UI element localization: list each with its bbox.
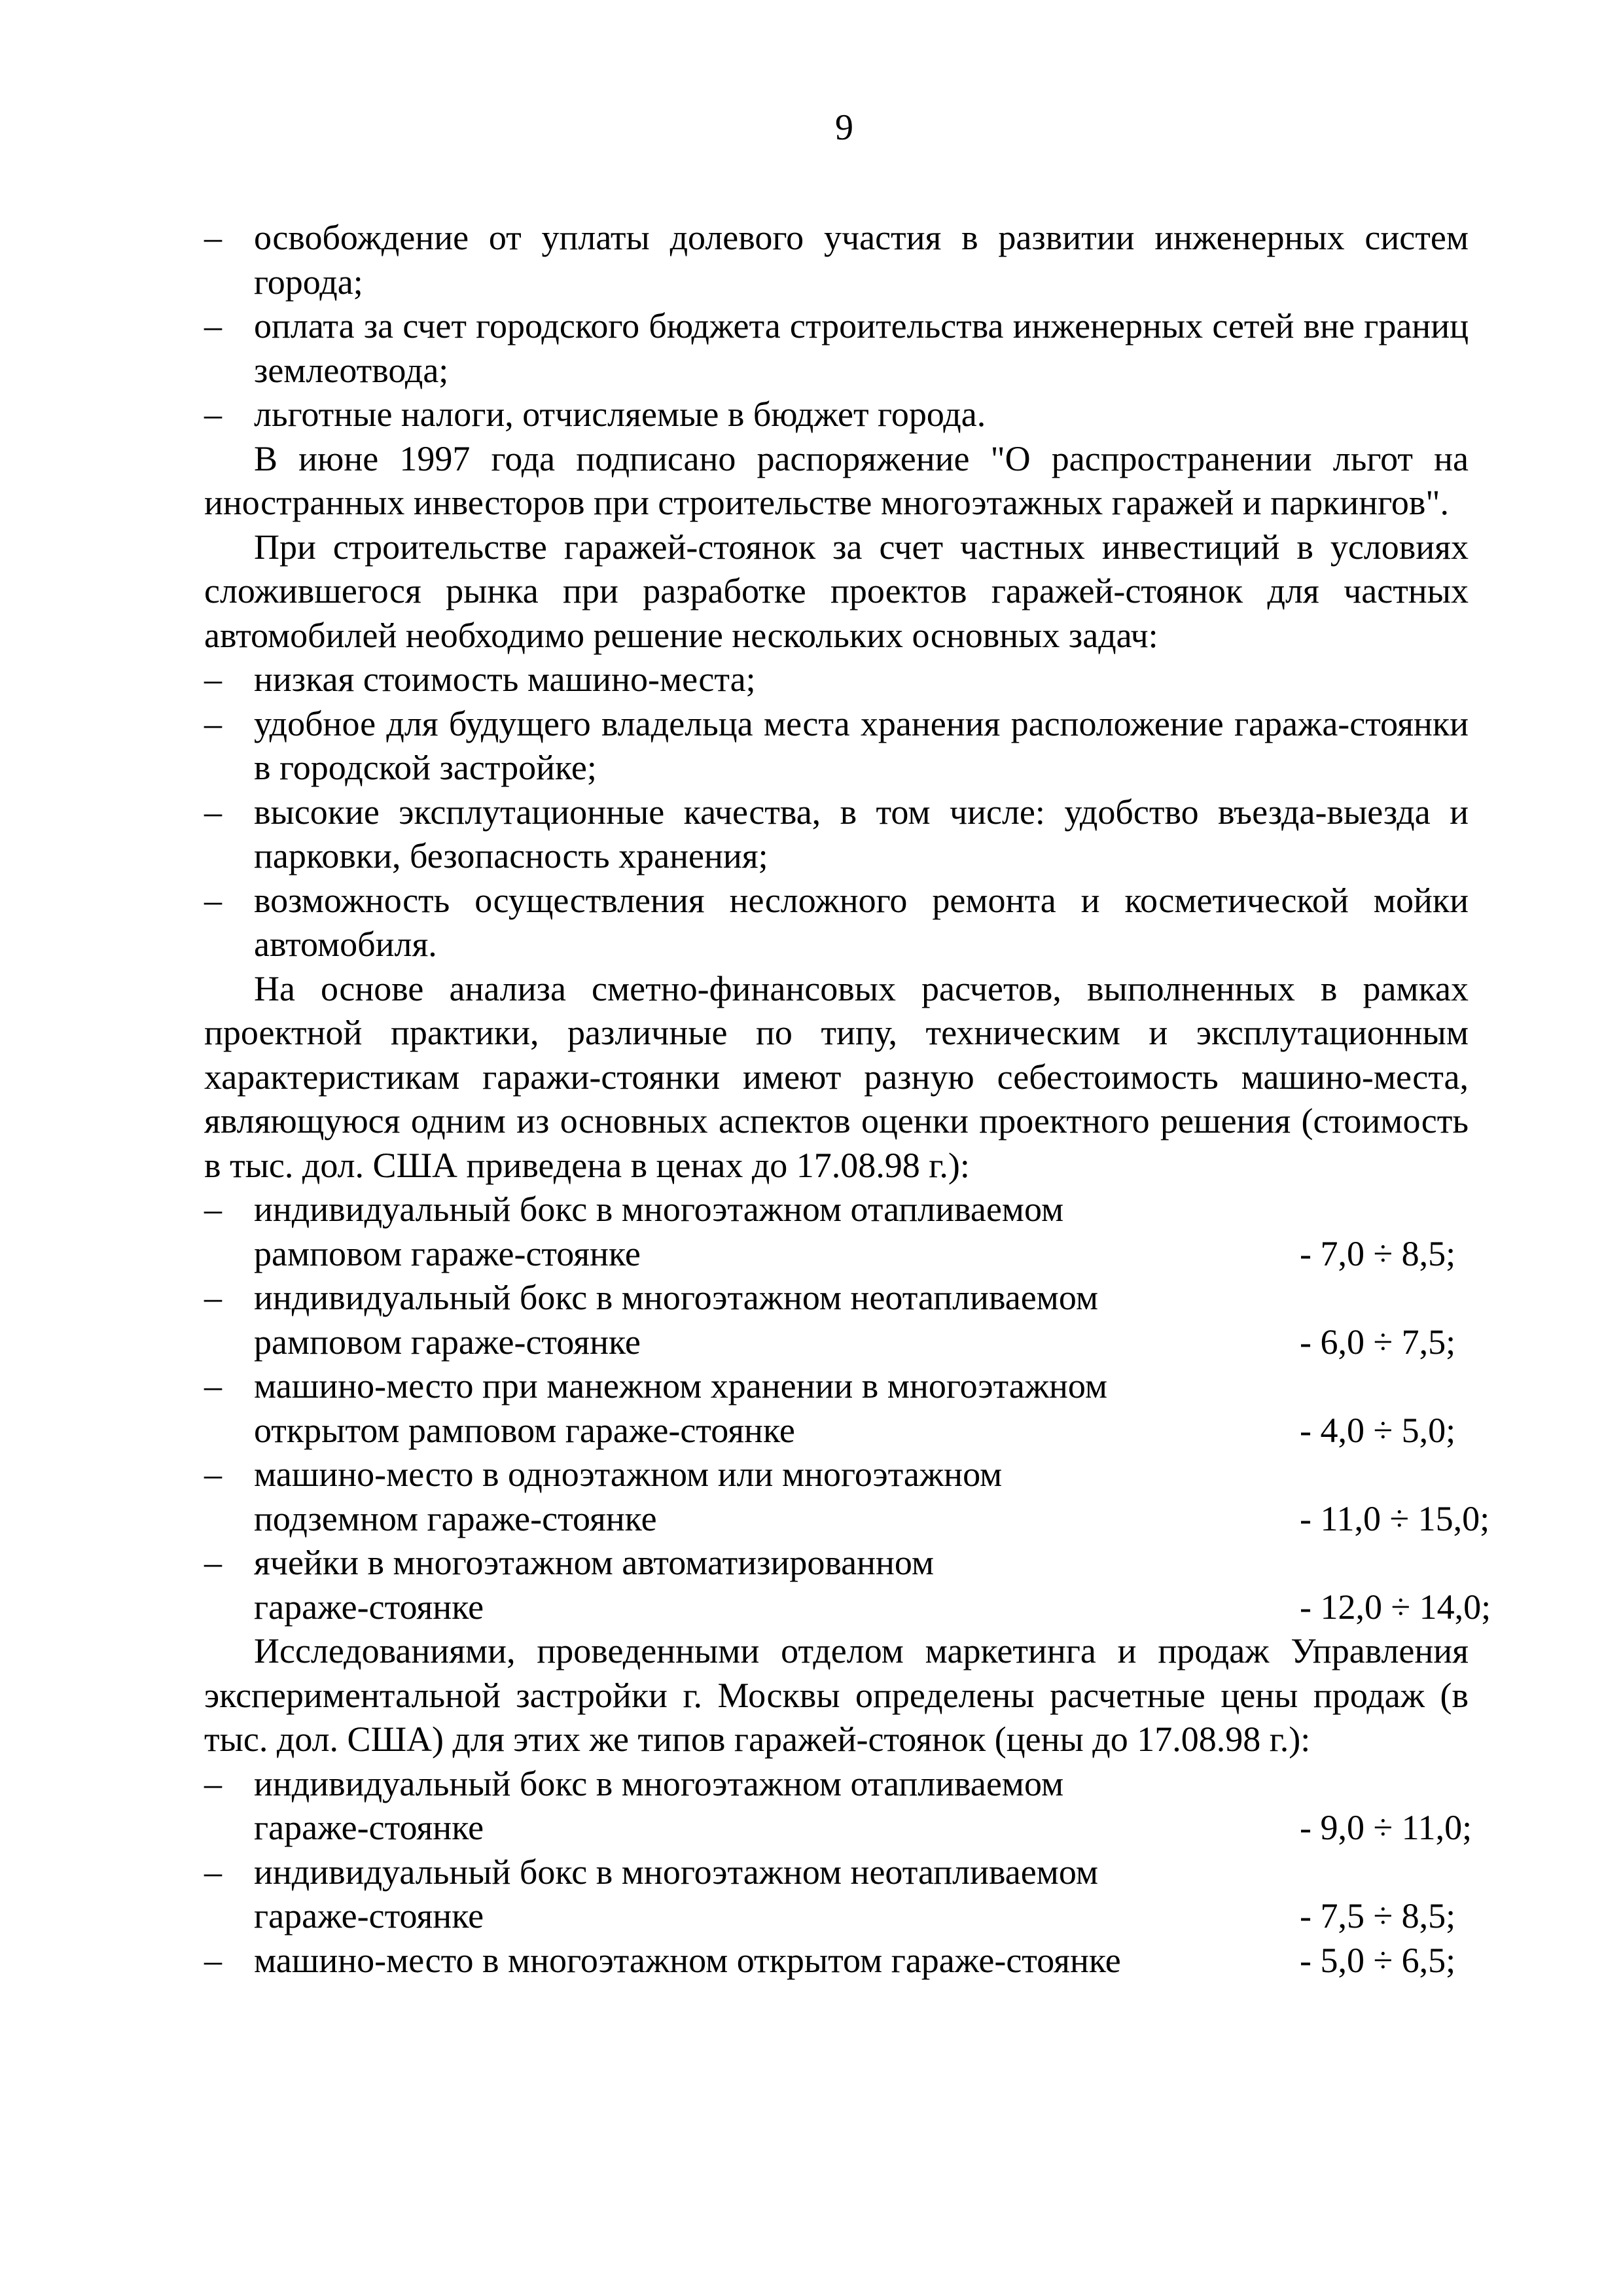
price-item-text: гараже-стоянке	[254, 1808, 484, 1847]
list-item-text: оплата за счет городского бюджета строительства инженерных сетей вне границ землеотвода;	[254, 306, 1469, 390]
list-item	[204, 304, 1469, 393]
cost-value: - 11,0 ÷ 15,0;	[1300, 1498, 1490, 1538]
list-item-text: возможность осуществления несложного ремонта и косметической мойки автомобиля.	[254, 880, 1469, 964]
list-item	[204, 879, 1469, 967]
list-item-text: освобождение от уплаты долевого участия в развитии инженерных систем города;	[254, 218, 1469, 302]
cost-item-text: машино-место при манежном хранении в многоэтажном	[254, 1366, 1108, 1405]
dash-bullet: –	[204, 218, 222, 257]
cost-item-text: открытом рамповом гараже-стоянке	[254, 1410, 795, 1450]
list-item-text: удобное для будущего владельца места хранения расположение гаража-стоянки в городской застройке;	[254, 703, 1469, 787]
cost-value: - 6,0 ÷ 7,5;	[1300, 1322, 1456, 1362]
paragraph-cost-analysis: На основе анализа сметно-финансовых расчетов, выполненных в рамках проектной практики, различные по типу, техническим и эксплутационным характеристикам гаражи-стоянки имеют разную себестоимость машино-места, являющуюся одним из основных аспектов оценки проектного решения (стоимость в тыс. дол. США приведена в ценах до 17.08.98 г.):	[204, 968, 1469, 1185]
price-value: - 7,5 ÷ 8,5;	[1300, 1896, 1456, 1935]
list-item-text: низкая стоимость машино-места;	[254, 660, 756, 699]
page-number: 9	[835, 107, 853, 148]
dash-bullet: –	[204, 1543, 222, 1582]
dash-bullet: –	[204, 395, 222, 434]
paragraph-tasks-intro: При строительстве гаражей-стоянок за счет частных инвестиций в условиях сложившегося рынка при разработке проектов гаражей-стоянок для частных автомобилей необходимо решение нескольких основных задач:	[204, 527, 1469, 655]
dash-bullet: –	[204, 1190, 222, 1229]
list-item	[204, 658, 1469, 702]
dash-bullet: –	[204, 880, 222, 920]
price-value: - 5,0 ÷ 6,5;	[1300, 1940, 1456, 1980]
cost-item-text: индивидуальный бокс в многоэтажном неотапливаемом	[254, 1278, 1098, 1317]
dash-bullet: –	[204, 792, 222, 832]
cost-list-item	[204, 1541, 1491, 1629]
cost-item-text: ячейки в многоэтажном автоматизированном	[254, 1543, 935, 1582]
cost-value: - 12,0 ÷ 14,0;	[1300, 1587, 1491, 1627]
dash-bullet: –	[204, 1763, 222, 1803]
dash-bullet: –	[204, 703, 222, 743]
dash-bullet: –	[204, 660, 222, 699]
cost-list-item	[204, 1453, 1490, 1541]
cost-item-text: гараже-стоянке	[254, 1587, 484, 1627]
dash-bullet: –	[204, 1278, 222, 1317]
dash-bullet: –	[204, 1852, 222, 1892]
price-item-text: машино-место в многоэтажном открытом гараже-стоянке	[254, 1940, 1121, 1980]
cost-item-text: рамповом гараже-стоянке	[254, 1233, 641, 1273]
price-item-text: индивидуальный бокс в многоэтажном отапливаемом	[254, 1763, 1064, 1803]
price-item-text: индивидуальный бокс в многоэтажном неотапливаемом	[254, 1852, 1098, 1892]
list-item	[204, 216, 1469, 304]
price-value: - 9,0 ÷ 11,0;	[1300, 1808, 1472, 1847]
cost-list-item	[204, 1188, 1469, 1276]
cost-value: - 7,0 ÷ 8,5;	[1300, 1233, 1456, 1273]
dash-bullet: –	[204, 1366, 222, 1405]
list-item-text: льготные налоги, отчисляемые в бюджет города.	[254, 395, 986, 434]
price-list-item	[204, 1762, 1472, 1850]
cost-value: - 4,0 ÷ 5,0;	[1300, 1410, 1456, 1450]
document-body	[204, 216, 1491, 1983]
cost-item-text: индивидуальный бокс в многоэтажном отапливаемом	[254, 1190, 1064, 1229]
list-item	[204, 790, 1469, 879]
cost-list-item	[204, 1276, 1469, 1364]
paragraph-decree: В июне 1997 года подписано распоряжение "О распространении льгот на иностранных инвесторов при строительстве многоэтажных гаражей и паркингов".	[204, 438, 1469, 522]
cost-item-text: машино-место в одноэтажном или многоэтажном	[254, 1455, 1003, 1494]
cost-item-text: подземном гараже-стоянке	[254, 1498, 657, 1538]
dash-bullet: –	[204, 1940, 222, 1980]
list-item	[204, 393, 1469, 437]
cost-list-item	[204, 1364, 1469, 1453]
dash-bullet: –	[204, 306, 222, 345]
paragraph-sale-prices: Исследованиями, проведенными отделом маркетинга и продаж Управления экспериментальной застройки г. Москвы определены расчетные цены продаж (в тыс. дол. США) для этих же типов гаражей-стоянок (цены до 17.08.98 г.):	[204, 1631, 1469, 1759]
cost-item-text: рамповом гараже-стоянке	[254, 1322, 641, 1362]
price-item-text: гараже-стоянке	[254, 1896, 484, 1935]
dash-bullet: –	[204, 1455, 222, 1494]
list-item	[204, 702, 1469, 790]
price-list-item	[204, 1850, 1469, 1939]
price-list-item	[204, 1939, 1469, 1983]
list-item-text: высокие эксплутационные качества, в том числе: удобство въезда-выезда и парковки, безопасность хранения;	[254, 792, 1469, 875]
